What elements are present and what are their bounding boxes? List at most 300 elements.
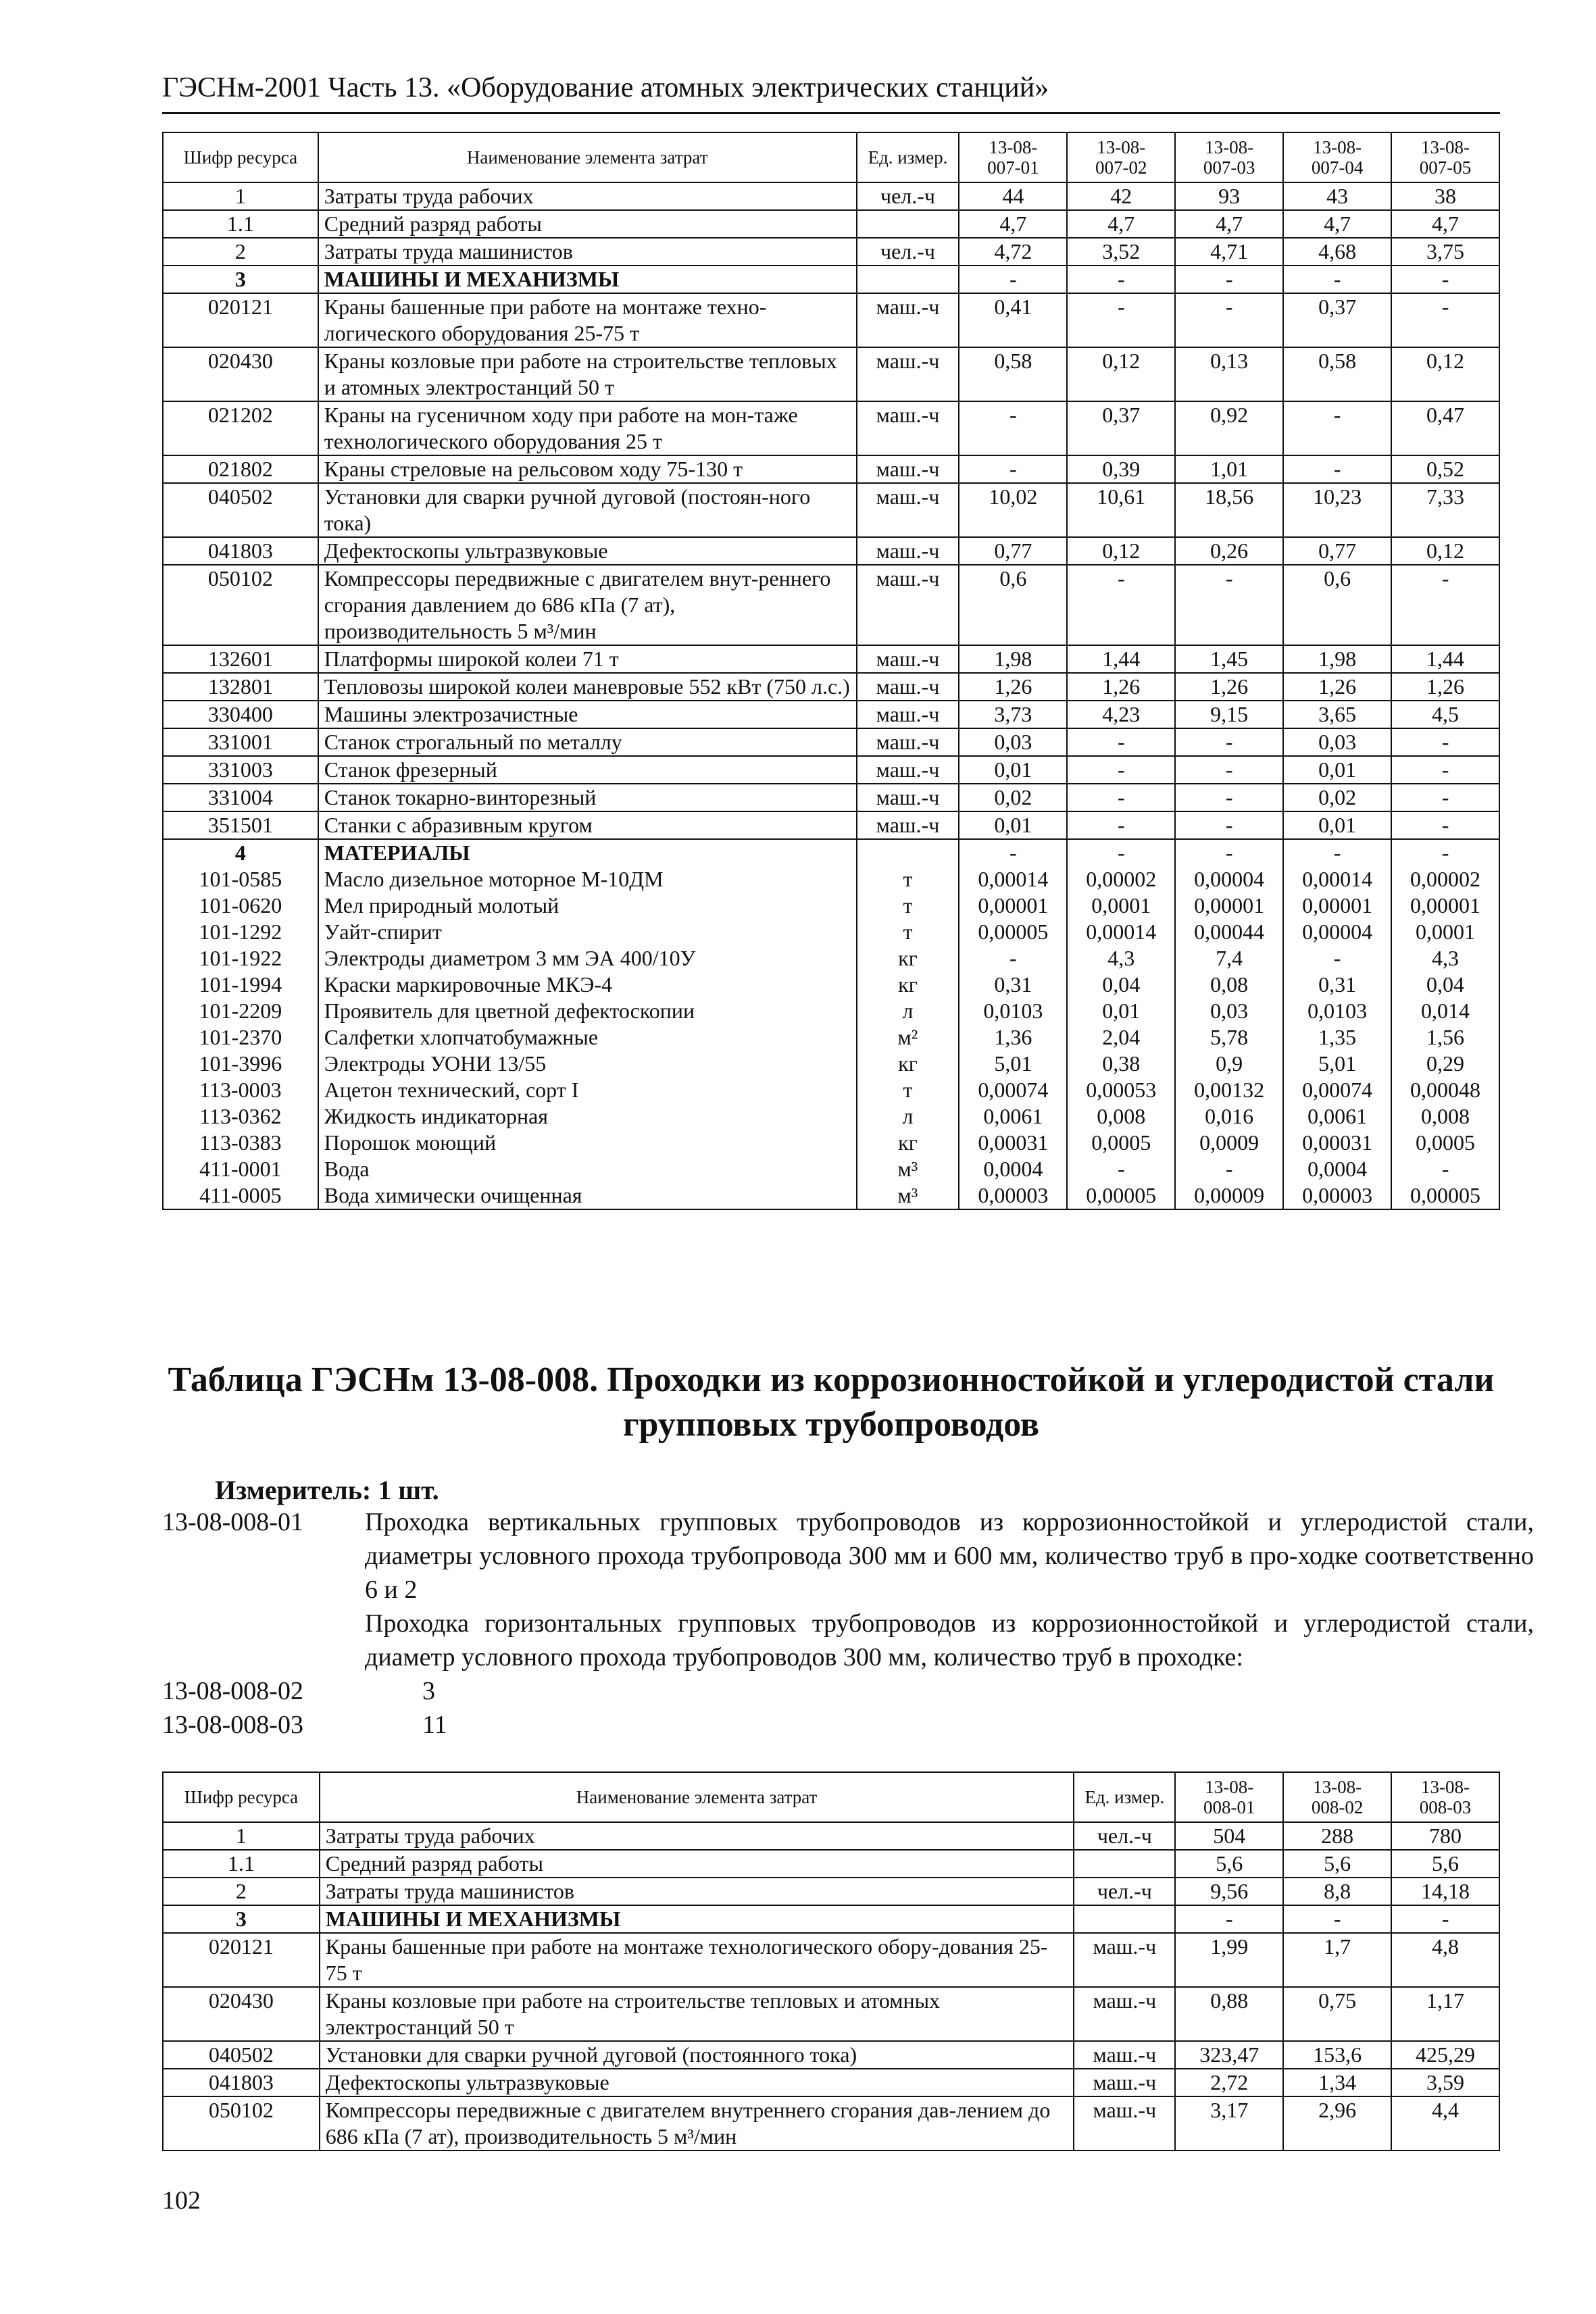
resource-name: Средний разряд работы [320,1850,1074,1878]
norm-value: 0,08 [1175,972,1283,998]
norm-value: 44 [959,182,1067,210]
resource-code: 101-1922 [163,945,318,972]
norm-value: 1,17 [1391,1987,1499,2041]
norm-value: 2,96 [1283,2096,1391,2150]
table-row [163,784,1499,811]
table-row [163,1933,1499,1987]
column-header: 13-08- 008-03 [1391,1772,1499,1822]
resource-unit: маш.-ч [1074,1987,1175,2041]
norm-value: 7,4 [1175,945,1283,972]
resource-unit: маш.-ч [857,483,959,537]
norm-value: 7,33 [1391,483,1499,537]
norm-value: 0,00004 [1283,919,1391,945]
norm-value: 4,71 [1175,238,1283,266]
resource-code: 1 [163,1822,320,1850]
resource-name: Станок фрезерный [318,756,857,784]
work-description-02 [162,1674,1534,1708]
resource-name: Краски маркировочные МКЭ-4 [318,972,857,998]
norm-value: - [1067,1156,1175,1182]
norm-value: - [1067,811,1175,839]
norm-value: 4,68 [1283,238,1391,266]
table-row [163,919,1499,945]
resource-name: Краны башенные при работе на монтаже технологического обору-дования 25-75 т [320,1933,1074,1987]
norm-value: 3,52 [1067,238,1175,266]
resource-unit: маш.-ч [857,756,959,784]
norm-value: 0,016 [1175,1103,1283,1130]
norm-value: 0,008 [1067,1103,1175,1130]
resource-code: 020430 [163,1987,320,2041]
norm-value: - [1391,1905,1499,1933]
norm-value: 1,34 [1283,2069,1391,2096]
table-row [163,1156,1499,1182]
norm-value: - [959,266,1067,293]
norm-value: 0,00014 [1067,919,1175,945]
resource-unit: чел.-ч [1074,1878,1175,1905]
resource-code: 330400 [163,701,318,728]
column-header: Шифр ресурса [163,1772,320,1822]
table-row [163,455,1499,483]
table-row [163,728,1499,756]
resource-name: Вода [318,1156,857,1182]
norm-value: 0,37 [1067,401,1175,455]
norm-value: 0,9 [1175,1051,1283,1077]
norm-value: 0,58 [1283,347,1391,401]
norm-value: 0,88 [1175,1987,1283,2041]
resource-unit: т [857,892,959,919]
norm-value: 10,02 [959,483,1067,537]
resource-code: 411-0005 [163,1182,318,1209]
table-row [163,2096,1499,2150]
table-row [163,1850,1499,1878]
column-header: 13-08- 007-03 [1175,132,1283,182]
work-description-01 [162,1505,1534,1607]
column-header: Наименование элемента затрат [320,1772,1074,1822]
table-row [163,1130,1499,1156]
resource-code: 1.1 [163,210,318,238]
table-row [163,673,1499,701]
resource-code: 021802 [163,455,318,483]
resource-table-007 [162,132,1500,1210]
norm-value: 4,7 [1391,210,1499,238]
norm-value: 1,26 [1391,673,1499,701]
resource-name: Электроды УОНИ 13/55 [318,1051,857,1077]
column-header: 13-08- 008-02 [1283,1772,1391,1822]
norm-value: 3,59 [1391,2069,1499,2096]
norm-value: 1,98 [959,645,1067,673]
norm-value: 0,12 [1067,537,1175,565]
norm-value: 0,00002 [1391,866,1499,892]
resource-name: Салфетки хлопчатобумажные [318,1024,857,1051]
column-header: 13-08- 007-02 [1067,132,1175,182]
norm-value: 0,014 [1391,998,1499,1024]
resource-name: Установки для сварки ручной дуговой (постоянного тока) [320,2041,1074,2069]
norm-value: 0,0009 [1175,1130,1283,1156]
resource-name: Краны на гусеничном ходу при работе на мон-таже технологического оборудования 25 т [318,401,857,455]
resource-unit [1074,1905,1175,1933]
table-row [163,401,1499,455]
resource-name: Затраты труда машинистов [318,238,857,266]
table-row [163,2041,1499,2069]
resource-name: Краны стреловые на рельсовом ходу 75-130 т [318,455,857,483]
norm-value: - [1067,293,1175,347]
resource-code: 411-0001 [163,1156,318,1182]
resource-name: Платформы широкой колеи 71 т [318,645,857,673]
norm-value: - [1283,401,1391,455]
resource-unit: кг [857,1051,959,1077]
norm-value: 1,44 [1067,645,1175,673]
column-header: 13-08- 007-01 [959,132,1067,182]
resource-name: Проявитель для цветной дефектоскопии [318,998,857,1024]
norm-value: 5,01 [959,1051,1067,1077]
norm-value: 0,00003 [1283,1182,1391,1209]
norm-value: 4,7 [959,210,1067,238]
resource-unit [857,210,959,238]
norm-value: 0,0061 [1283,1103,1391,1130]
resource-name: Станок строгальный по металлу [318,728,857,756]
resource-unit: маш.-ч [857,673,959,701]
norm-value: 0,02 [959,784,1067,811]
norm-value: 9,15 [1175,701,1283,728]
work-code: 13-08-008-02 [162,1677,303,1705]
resource-code: 331003 [163,756,318,784]
table-row [163,537,1499,565]
work-code: 13-08-008-03 [162,1711,303,1739]
resource-name: МАШИНЫ И МЕХАНИЗМЫ [318,266,857,293]
resource-unit: м³ [857,1156,959,1182]
resource-code: 351501 [163,811,318,839]
table-title-line-2: групповых трубопроводов [622,1405,1040,1444]
resource-name: МАШИНЫ И МЕХАНИЗМЫ [320,1905,1074,1933]
resource-name: Затраты труда рабочих [318,182,857,210]
norm-value: 0,0005 [1391,1130,1499,1156]
norm-value: 4,3 [1391,945,1499,972]
norm-value: 0,77 [1283,537,1391,565]
norm-value: 780 [1391,1822,1499,1850]
resource-name: Компрессоры передвижные с двигателем внут-реннего сгорания давлением до 686 кПа (7 ат), производительность 5 м³/мин [318,565,857,645]
resource-code: 2 [163,1878,320,1905]
norm-value: 10,23 [1283,483,1391,537]
table-header-row [163,1772,1499,1822]
norm-value: - [959,401,1067,455]
norm-value: 5,6 [1175,1850,1283,1878]
norm-value: 1,45 [1175,645,1283,673]
table-row [163,238,1499,266]
norm-value: - [1283,945,1391,972]
norm-value: 4,4 [1391,2096,1499,2150]
table-row [163,756,1499,784]
norm-value: - [1067,784,1175,811]
table-row [163,1987,1499,2041]
resource-unit: маш.-ч [857,293,959,347]
norm-value: 8,8 [1283,1878,1391,1905]
resource-name: Станок токарно-винторезный [318,784,857,811]
table-row [163,892,1499,919]
table-row [163,972,1499,998]
norm-value: - [1391,565,1499,645]
work-description-03 [162,1708,1534,1742]
norm-value: 1,26 [959,673,1067,701]
norm-value: 0,77 [959,537,1067,565]
norm-value: 4,23 [1067,701,1175,728]
resource-unit: чел.-ч [1074,1822,1175,1850]
norm-value: 0,00074 [1283,1077,1391,1103]
norm-value: 14,18 [1391,1878,1499,1905]
norm-value: 0,00031 [1283,1130,1391,1156]
work-text: 3 [422,1677,435,1705]
resource-code: 050102 [163,2096,320,2150]
norm-value: 0,00132 [1175,1077,1283,1103]
resource-code: 101-1994 [163,972,318,998]
resource-name: Дефектоскопы ультразвуковые [320,2069,1074,2096]
resource-name: Установки для сварки ручной дуговой (постоян-ного тока) [318,483,857,537]
resource-unit: кг [857,1130,959,1156]
resource-name: Электроды диаметром 3 мм ЭА 400/10У [318,945,857,972]
resource-code: 101-1292 [163,919,318,945]
resource-code: 113-0003 [163,1077,318,1103]
norm-value: 0,00003 [959,1182,1067,1209]
norm-value: 153,6 [1283,2041,1391,2069]
table-row [163,811,1499,839]
norm-value: - [1175,839,1283,866]
norm-value: 0,01 [1067,998,1175,1024]
resource-unit: чел.-ч [857,238,959,266]
resource-unit [857,266,959,293]
norm-value: 0,03 [959,728,1067,756]
norm-value: - [1067,266,1175,293]
norm-value: 0,02 [1283,784,1391,811]
resource-unit: маш.-ч [857,565,959,645]
norm-value: 1,36 [959,1024,1067,1051]
norm-value: 0,0001 [1067,892,1175,919]
norm-value: 0,00053 [1067,1077,1175,1103]
norm-value: 1,98 [1283,645,1391,673]
resource-name: МАТЕРИАЛЫ [318,839,857,866]
resource-name: Вода химически очищенная [318,1182,857,1209]
norm-value: 0,0001 [1391,919,1499,945]
norm-value: 0,00048 [1391,1077,1499,1103]
norm-value: 1,99 [1175,1933,1283,1987]
resource-unit: маш.-ч [1074,2096,1175,2150]
resource-name: Жидкость индикаторная [318,1103,857,1130]
column-header: Ед. измер. [1074,1772,1175,1822]
norm-value: - [959,455,1067,483]
resource-name: Мел природный молотый [318,892,857,919]
norm-value: 1,26 [1175,673,1283,701]
norm-value: 0,39 [1067,455,1175,483]
table-row [163,266,1499,293]
resource-code: 101-2370 [163,1024,318,1051]
norm-value: 0,00001 [959,892,1067,919]
resource-code: 1.1 [163,1850,320,1878]
resource-code: 101-0620 [163,892,318,919]
norm-value: - [1283,455,1391,483]
resource-name: Уайт-спирит [318,919,857,945]
norm-value: 0,00074 [959,1077,1067,1103]
norm-value: 4,3 [1067,945,1175,972]
page-number: 102 [162,2186,201,2215]
norm-value: 2,72 [1175,2069,1283,2096]
column-header: 13-08- 008-01 [1175,1772,1283,1822]
norm-value: 1,44 [1391,645,1499,673]
resource-unit: маш.-ч [857,537,959,565]
table-row [163,1024,1499,1051]
norm-value: 0,0061 [959,1103,1067,1130]
norm-value: - [1067,728,1175,756]
norm-value: 0,38 [1067,1051,1175,1077]
norm-value: 3,75 [1391,238,1499,266]
resource-unit: л [857,1103,959,1130]
resource-code: 020121 [163,1933,320,1987]
norm-value: 0,75 [1283,1987,1391,2041]
resource-name: Краны козловые при работе на строительстве тепловых и атомных электростанций 50 т [320,1987,1074,2041]
norm-value: 0,03 [1175,998,1283,1024]
work-description-common [162,1607,1534,1674]
norm-value: 0,12 [1391,347,1499,401]
norm-value: - [1283,266,1391,293]
norm-value: 42 [1067,182,1175,210]
norm-value: 0,6 [1283,565,1391,645]
resource-code: 021202 [163,401,318,455]
norm-value: - [1391,839,1499,866]
resource-code: 3 [163,266,318,293]
norm-value: - [1175,784,1283,811]
resource-name: Ацетон технический, сорт I [318,1077,857,1103]
resource-name: Краны башенные при работе на монтаже техно-логического оборудования 25-75 т [318,293,857,347]
resource-unit: маш.-ч [857,728,959,756]
table-row [163,210,1499,238]
norm-value: - [1175,756,1283,784]
norm-value: - [1283,1905,1391,1933]
norm-value: 0,00005 [959,919,1067,945]
norm-value: 504 [1175,1822,1283,1850]
resource-unit: кг [857,945,959,972]
resource-unit: чел.-ч [857,182,959,210]
resource-unit: т [857,1077,959,1103]
resource-name: Затраты труда машинистов [320,1878,1074,1905]
norm-value: 0,00009 [1175,1182,1283,1209]
norm-value: 1,56 [1391,1024,1499,1051]
norm-value: 425,29 [1391,2041,1499,2069]
norm-value: - [1391,784,1499,811]
norm-value: 3,65 [1283,701,1391,728]
resource-unit: маш.-ч [857,811,959,839]
norm-value: 0,31 [959,972,1067,998]
work-text: 11 [422,1711,447,1739]
measure-unit: Измеритель: 1 шт. [215,1475,439,1505]
resource-name: Средний разряд работы [318,210,857,238]
norm-value: 5,6 [1391,1850,1499,1878]
resource-code: 132801 [163,673,318,701]
norm-value: 323,47 [1175,2041,1283,2069]
norm-value: 1,7 [1283,1933,1391,1987]
resource-unit [1074,1850,1175,1878]
table-row [163,645,1499,673]
resource-name: Затраты труда рабочих [320,1822,1074,1850]
norm-value: 0,01 [959,756,1067,784]
norm-value: 0,00014 [1283,866,1391,892]
resource-code: 101-2209 [163,998,318,1024]
norm-value: 0,0103 [959,998,1067,1024]
norm-value: - [1067,839,1175,866]
table-row [163,701,1499,728]
norm-value: - [1391,756,1499,784]
norm-value: 1,01 [1175,455,1283,483]
norm-value: 18,56 [1175,483,1283,537]
work-text: Проходка вертикальных групповых трубопроводов из коррозионностойкой и углеродистой стали, диаметры условного прохода трубопровода 300 мм и 600 мм, количество труб в про-ходке соответственно 6 и 2 [365,1508,1534,1604]
running-header: ГЭСНм-2001 Часть 13. «Оборудование атомных электрических станций» [162,68,1500,114]
resource-unit: т [857,866,959,892]
table-row [163,1051,1499,1077]
norm-value: 0,12 [1391,537,1499,565]
norm-value: 4,7 [1067,210,1175,238]
norm-value: - [1391,1156,1499,1182]
resource-unit: л [857,998,959,1024]
table-row [163,1103,1499,1130]
norm-value: 38 [1391,182,1499,210]
column-header: 13-08- 007-05 [1391,132,1499,182]
norm-value: 1,26 [1283,673,1391,701]
column-header: Ед. измер. [857,132,959,182]
norm-value: 0,0004 [959,1156,1067,1182]
resource-code: 4 [163,839,318,866]
norm-value: 0,00005 [1391,1182,1499,1209]
norm-value: 93 [1175,182,1283,210]
resource-unit: маш.-ч [857,347,959,401]
norm-value: 0,00005 [1067,1182,1175,1209]
norm-value: 5,6 [1283,1850,1391,1878]
resource-unit: м² [857,1024,959,1051]
resource-unit: кг [857,972,959,998]
norm-value: 0,52 [1391,455,1499,483]
resource-unit [857,839,959,866]
norm-value: 0,01 [1283,756,1391,784]
norm-value: - [1175,811,1283,839]
resource-unit: маш.-ч [857,701,959,728]
norm-value: 5,01 [1283,1051,1391,1077]
column-header: Шифр ресурса [163,132,318,182]
norm-value: 0,01 [959,811,1067,839]
norm-value: 0,00014 [959,866,1067,892]
norm-value: 9,56 [1175,1878,1283,1905]
resource-name: Станки с абразивным кругом [318,811,857,839]
resource-name: Порошок моющий [318,1130,857,1156]
resource-unit: маш.-ч [1074,1933,1175,1987]
table-row [163,1905,1499,1933]
resource-unit: маш.-ч [857,455,959,483]
resource-code: 020430 [163,347,318,401]
norm-value: 0,00044 [1175,919,1283,945]
work-code: 13-08-008-01 [162,1508,303,1536]
norm-value: - [1175,1156,1283,1182]
norm-value: - [959,839,1067,866]
norm-value: 0,0005 [1067,1130,1175,1156]
norm-value: 0,47 [1391,401,1499,455]
norm-value: 43 [1283,182,1391,210]
resource-unit: маш.-ч [1074,2069,1175,2096]
norm-value: 0,58 [959,347,1067,401]
norm-value: - [1283,839,1391,866]
norm-value: 0,00004 [1175,866,1283,892]
resource-code: 1 [163,182,318,210]
table-row [163,1077,1499,1103]
resource-code: 2 [163,238,318,266]
norm-value: 0,03 [1283,728,1391,756]
norm-value: 3,73 [959,701,1067,728]
norm-value: 0,01 [1283,811,1391,839]
norm-value: - [1391,728,1499,756]
table-row [163,483,1499,537]
norm-value: 0,00002 [1067,866,1175,892]
